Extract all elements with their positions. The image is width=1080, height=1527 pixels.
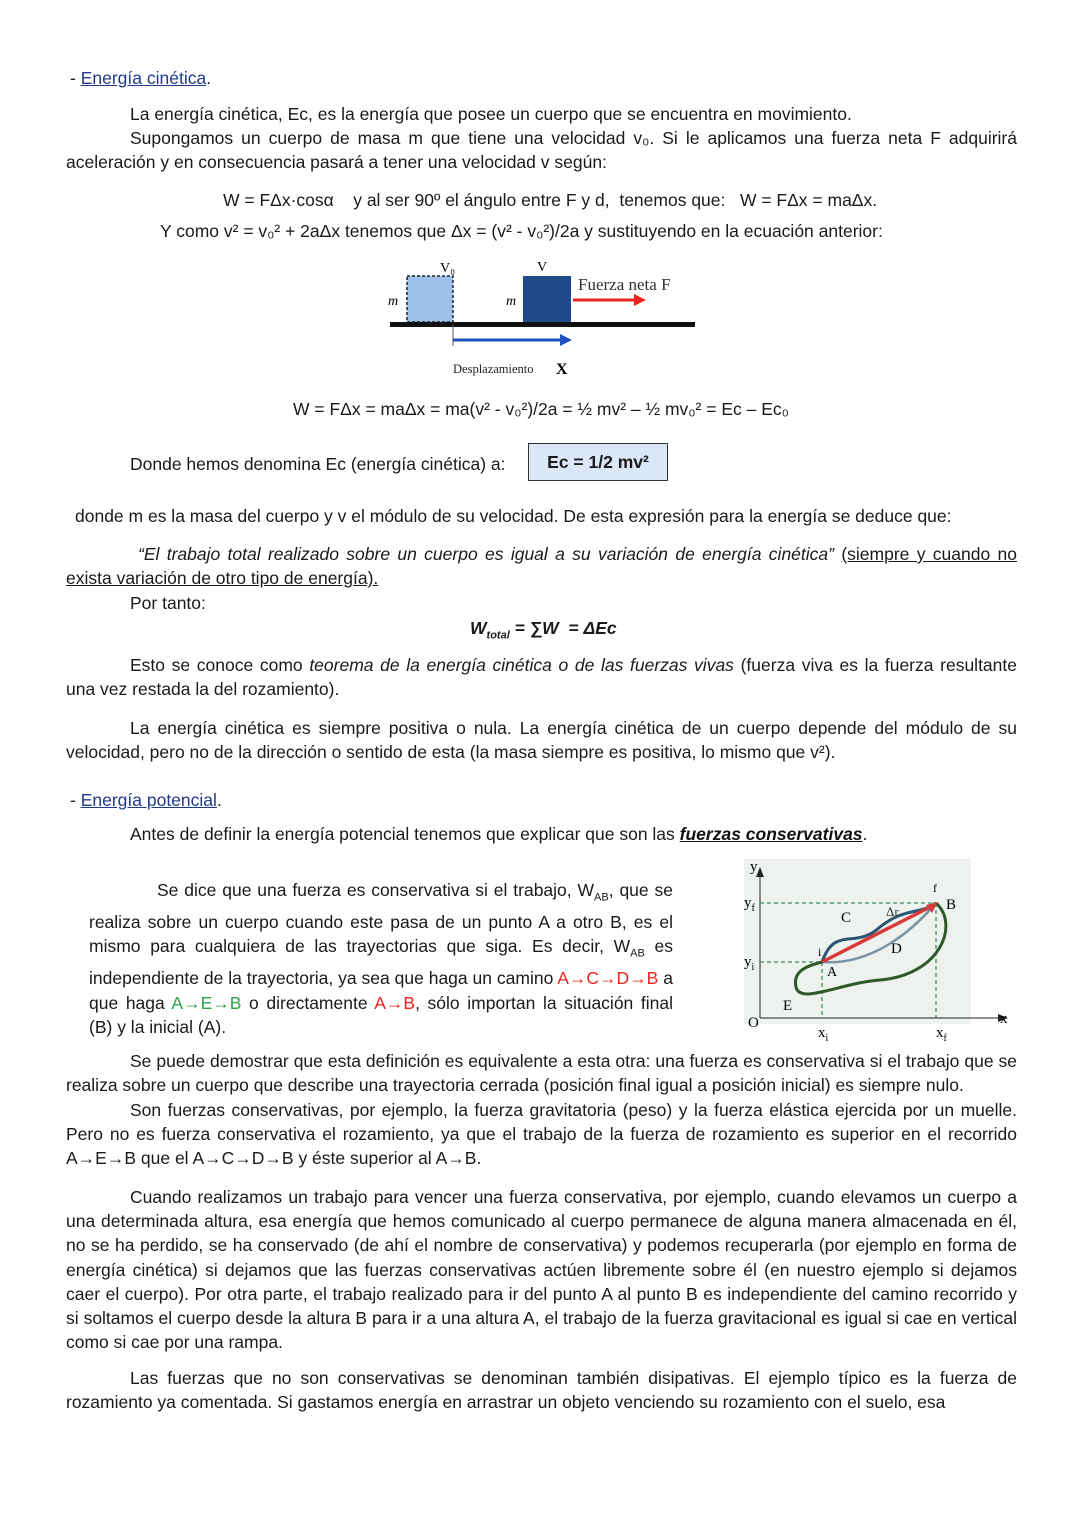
quote-text: “El trabajo total realizado sobre un cuerpo es igual a su variación de energía cinética”: [138, 544, 834, 564]
mass-label-final: m: [506, 294, 517, 309]
block-initial: [407, 276, 453, 322]
point-c-label: C: [841, 910, 852, 926]
point-f-label: f: [933, 881, 937, 895]
delta-r-label: Δr: [886, 904, 899, 919]
heading-text-2: Energía potencial: [80, 790, 217, 810]
formula-w: W: [470, 618, 487, 638]
kinetic-energy-formula-box: Ec = 1/2 mv²: [528, 443, 668, 481]
trajectory-graph: [740, 855, 1015, 1045]
y-axis-label: y: [750, 859, 758, 875]
intro-conservative-forces: fuerzas conservativas: [679, 824, 863, 844]
formula-rest: = ∑W = ΔEc: [509, 618, 617, 638]
p5-text: La energía cinética es siempre positiva o nula. La energía cinética de un cuerpo depende del módulo de su velocidad, pero no de la dirección o sentido de esta (la masa siempre es positiva, lo mismo que v²).: [66, 718, 1017, 763]
equation-work: W = FΔx·cosα y al ser 90º el ángulo entre F y d, tenemos que: W = FΔx = maΔx.: [223, 190, 878, 210]
xi-main: x: [818, 1025, 826, 1041]
total-work-formula: [470, 616, 617, 648]
xi-sub: i: [825, 1033, 829, 1044]
p4-a: Esto se conoce como: [130, 655, 310, 675]
p1-a: Se dice que una fuerza es conservativa si el trabajo, W: [157, 880, 595, 900]
kinetic-paragraph-2-text: Supongamos un cuerpo de masa m que tiene una velocidad v₀. Si le aplicamos una fuerza neta F adquirirá aceleración y en consecuencia pasará a tener una velocidad v según:: [66, 128, 1017, 173]
p5-text-2: Las fuerzas que no son conservativas se denominan también disipativas. El ejemplo típico es la fuerza de rozamiento ya comentada. Si gastamos energía en arrastrar un objeto venciendo su rozamiento con el suelo, esa: [66, 1368, 1017, 1413]
block-displacement-diagram: [380, 250, 710, 380]
p1-c: es independiente de la trayectoria, ya sea que haga un camino: [89, 936, 673, 989]
intro-b: .: [862, 824, 868, 844]
point-i-label: i: [818, 945, 822, 959]
xf-main: x: [936, 1025, 944, 1041]
potential-paragraph-2: [66, 1049, 1017, 1097]
por-tanto: Por tanto:: [130, 593, 206, 613]
p2-text: Se puede demostrar que esta definición es equivalente a esta otra: una fuerza es conservativa si el trabajo que se realiza sobre un cuerpo que describe una trayectoria cerrada (posición final igual a posición inicial) es siempre nulo.: [66, 1051, 1017, 1096]
yi-main: y: [744, 954, 752, 970]
p3-text: Son fuerzas conservativas, por ejemplo, la fuerza gravitatoria (peso) y la fuerza elástica ejercida por un muelle. Pero no es fuerza conservativa el rozamiento, ya que el trabajo de la fuerza de rozamiento es superior en el recorrido A→E→B que el A→C→D→B y éste superior al A→B.: [66, 1100, 1017, 1169]
p1-d: a que haga: [89, 968, 673, 1013]
force-arrowhead: [634, 294, 646, 306]
origin-label: O: [748, 1015, 759, 1031]
kinetic-paragraph-3: donde m es la masa del cuerpo y v el módulo de su velocidad. De esta expresión para la energía se deduce que:: [75, 506, 952, 526]
x-axis-label: x: [1000, 1011, 1008, 1027]
conservative-definition: [89, 878, 673, 1039]
kinetic-paragraph-5: [66, 716, 1017, 764]
p1-e: o directamente: [241, 992, 375, 1013]
p1-sub1: AB: [594, 891, 609, 904]
equation-velocity: Y como v² = v₀² + 2aΔx tenemos que Δx = (v² - v₀²)/2a y sustituyendo en la ecuación anterior:: [160, 221, 883, 241]
potential-paragraph-3: [66, 1098, 1017, 1171]
yi-sub: i: [751, 962, 755, 973]
kinetic-paragraph-1: La energía cinética, Ec, es la energía que posee un cuerpo que se encuentra en movimiento.: [130, 104, 852, 124]
definition-text: Donde hemos denomina Ec (energía cinética) a:: [130, 454, 506, 474]
kinetic-paragraph-2: [66, 126, 1017, 174]
path-ab: A→B: [374, 992, 416, 1013]
quote-condition: (siempre y cuando no exista variación de otro tipo de energía).: [66, 544, 1017, 589]
path-aeb: A→E→B: [171, 992, 242, 1013]
p1-b: , que se realiza sobre un cuerpo cuando este pasa de un punto A a otro B, es el mismo para cualquiera de las trayectorias que siga. Es decir, W: [89, 880, 673, 957]
v-label: V: [537, 260, 548, 275]
point-a-label: A: [827, 965, 838, 980]
point-d-label: D: [891, 941, 902, 957]
p1-sub2: AB: [630, 947, 645, 960]
p4-b: (fuerza viva es la fuerza resultante una vez restada la del rozamiento).: [66, 655, 1017, 700]
displacement-arrowhead: [560, 334, 572, 346]
intro-a: Antes de definir la energía potencial tenemos que explicar que son las: [130, 824, 680, 844]
p4-italic: teorema de la energía cinética o de las fuerzas vivas: [309, 655, 734, 675]
xi-label: [818, 1025, 829, 1044]
yf-main: y: [744, 895, 752, 911]
block-final: [523, 276, 571, 322]
theorem-quote: [66, 542, 1017, 590]
section-heading-potential: - Energía potencial.: [70, 790, 222, 810]
xf-label: [936, 1025, 948, 1044]
formula-subscript: total: [486, 629, 510, 642]
path-acdb: A→C→D→B: [557, 968, 659, 989]
p4-text: Cuando realizamos un trabajo para vencer una fuerza conservativa, por ejemplo, cuando elevamos un cuerpo a una determinada altura, esa energía que hemos comunicado al cuerpo permanece de alguna manera almacenada en él, no se ha perdido, se ha conservado (de ahí el nombre de conservativa) y podemos recuperarla (por ejemplo en forma de energía cinética) si dejamos que las fuerzas conservativas actúen libremente sobre él (en nuestro ejemplo si dejamos caer el cuerpo). Por otra parte, el trabajo realizado para ir del punto A al punto B es independiente del camino recorrido y si soltamos el cuerpo desde la altura B para ir a una altura A, el trabajo de la fuerza gravitacional es igual si cae en vertical como si cae por una rampa.: [66, 1187, 1017, 1353]
p1-f: , sólo importan la situación final (B) y la inicial (A).: [89, 992, 673, 1038]
xf-sub: f: [943, 1033, 947, 1044]
mass-label-initial: m: [388, 294, 399, 309]
potential-intro: [130, 822, 867, 846]
displacement-label: Desplazamiento: [453, 362, 534, 376]
force-label: Fuerza neta F: [578, 275, 671, 294]
potential-paragraph-4: [66, 1185, 1017, 1354]
v0-label: V₀: [440, 261, 455, 276]
point-e-label: E: [783, 998, 793, 1014]
x-label: X: [556, 361, 568, 378]
heading-text: Energía cinética: [80, 68, 207, 88]
potential-paragraph-5: [66, 1366, 1017, 1414]
section-heading-kinetic: - Energía cinética.: [70, 68, 212, 88]
point-b-label: B: [946, 897, 957, 913]
kinetic-paragraph-4: [66, 653, 1017, 701]
ground-line: [390, 322, 695, 327]
yf-sub: f: [751, 903, 755, 914]
equation-work-energy: W = FΔx = maΔx = ma(v² - v₀²)/2a = ½ mv² – ½ mv₀² = Ec – Ec₀: [293, 399, 789, 419]
